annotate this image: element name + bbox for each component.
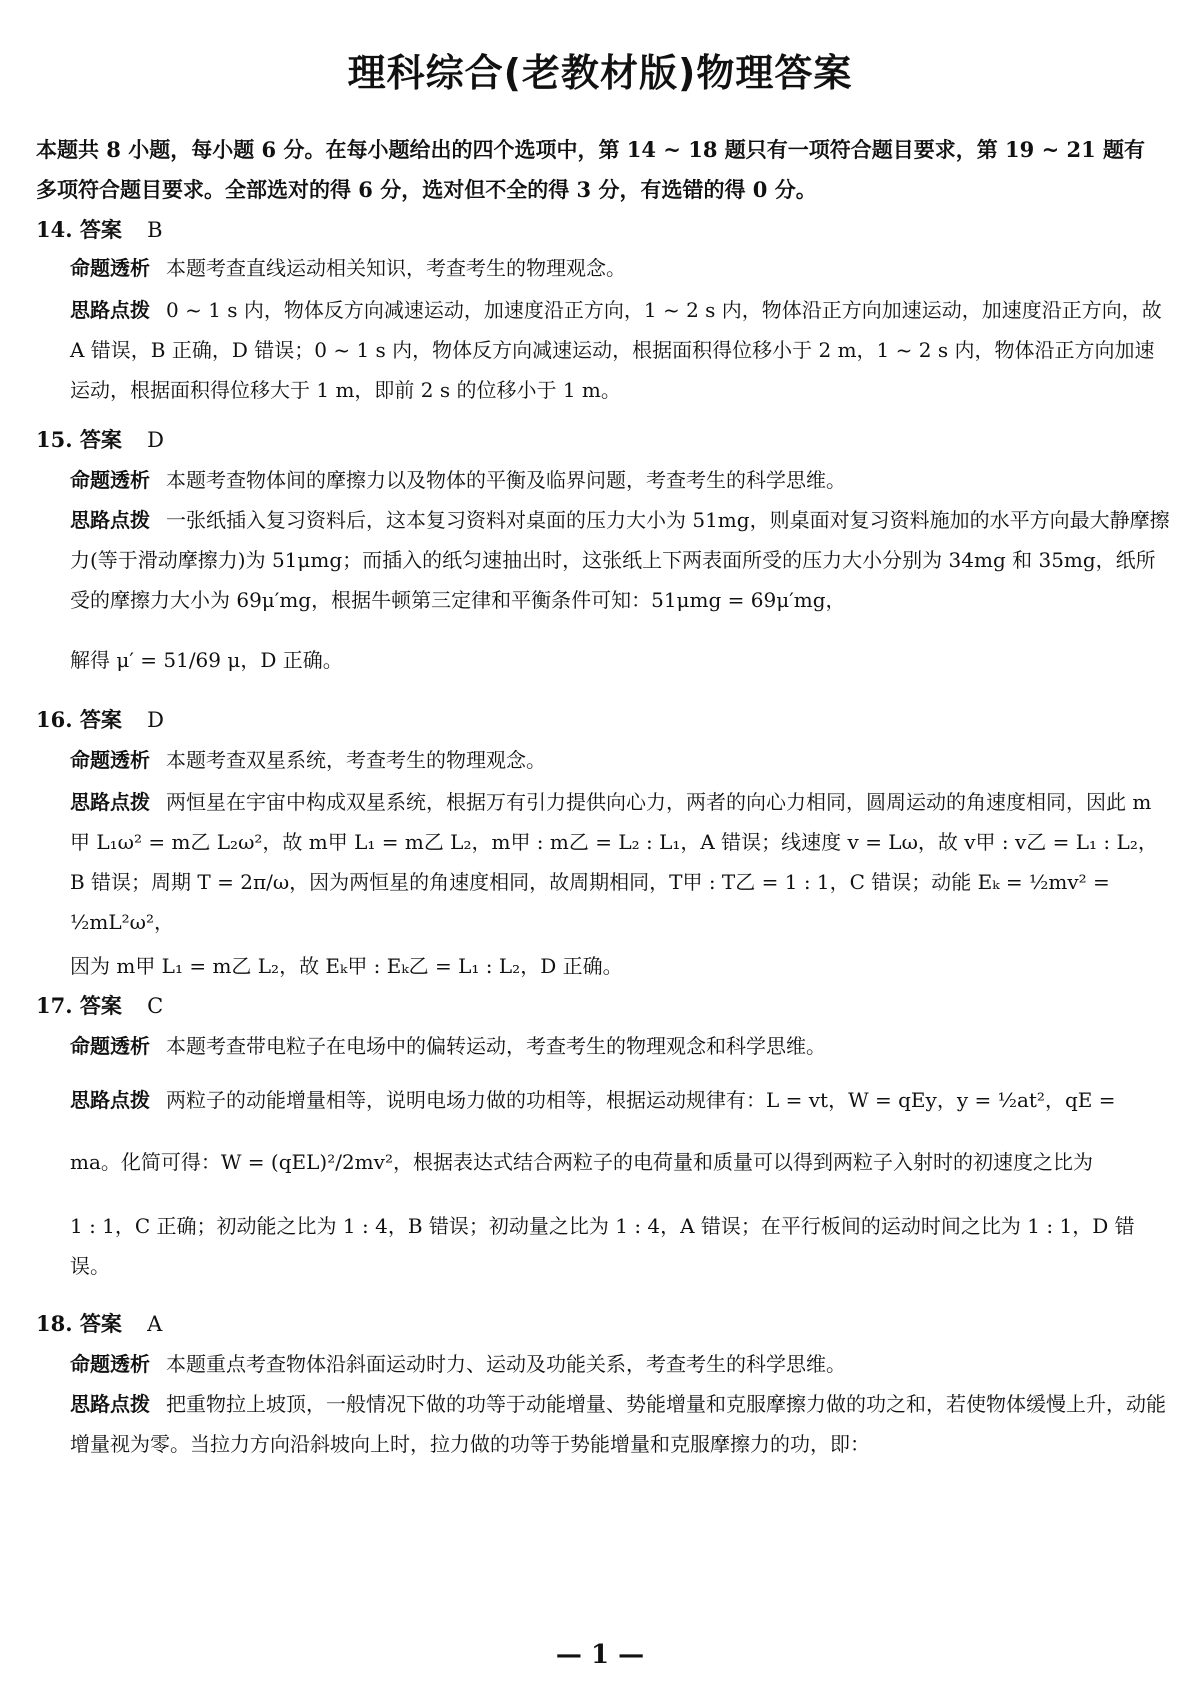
question-16-solution-end: 因为 m甲 L₁ = m乙 L₂，故 Eₖ甲 : Eₖ乙 = L₁ : L₂，D 正确。 <box>70 954 623 978</box>
answer-value: D <box>147 428 165 452</box>
question-15-solution <box>70 500 1170 620</box>
solution-label: 思路点拨 <box>70 1088 150 1112</box>
analysis-text: 本题考查物体间的摩擦力以及物体的平衡及临界问题，考查考生的科学思维。 <box>166 468 846 492</box>
analysis-label: 命题透析 <box>70 468 150 492</box>
intro-paragraph: 本题共 8 小题，每小题 6 分。在每小题给出的四个选项中，第 14 ~ 18 题只有一项符合题目要求，第 19 ~ 21 题有多项符合题目要求。全部选对的得 6 分，选对但不全的得 3 分，有选错的得 0 分。 <box>36 137 1146 202</box>
analysis-label: 命题透析 <box>70 1034 150 1058</box>
question-17-solution-2: ma。化简可得：W = (qEL)²/2mv²，根据表达式结合两粒子的电荷量和质量可以得到两粒子入射时的初速度之比为 <box>70 1150 1093 1174</box>
question-15-solution-end: 解得 μ′ = 51/69 μ，D 正确。 <box>70 648 343 672</box>
solution-label: 思路点拨 <box>70 790 150 814</box>
answer-label: 答案 <box>79 217 122 242</box>
question-number: 14. <box>36 217 73 242</box>
analysis-label: 命题透析 <box>70 1352 150 1376</box>
question-14-solution <box>70 290 1170 410</box>
answer-label: 答案 <box>79 427 122 452</box>
question-14-header <box>36 214 163 244</box>
question-16-solution <box>70 782 1170 942</box>
answer-value: A <box>147 1312 163 1336</box>
question-15-analysis <box>70 460 1170 500</box>
answer-value: C <box>147 994 164 1018</box>
answer-label: 答案 <box>79 1311 122 1336</box>
solution-label: 思路点拨 <box>70 1392 150 1416</box>
solution-text: 一张纸插入复习资料后，这本复习资料对桌面的压力大小为 51mg，则桌面对复习资料施加的水平方向最大静摩擦力(等于滑动摩擦力)为 51μmg；而插入的纸匀速抽出时，这张纸上下两表面所受的压力大小分别为 34mg 和 35mg，纸所受的摩擦力大小为 69μ′mg，根据牛顿第三定律和平衡条件可知：51μmg = 69μ′mg， <box>70 508 1170 612</box>
solution-label: 思路点拨 <box>70 508 150 532</box>
question-17-solution <box>70 1080 1170 1120</box>
analysis-text: 本题考查带电粒子在电场中的偏转运动，考查考生的物理观念和科学思维。 <box>166 1034 826 1058</box>
answer-label: 答案 <box>79 993 122 1018</box>
question-number: 15. <box>36 427 73 452</box>
solution-label: 思路点拨 <box>70 298 150 322</box>
solution-text: 两恒星在宇宙中构成双星系统，根据万有引力提供向心力，两者的向心力相同，圆周运动的角速度相同，因此 m甲 L₁ω² = m乙 L₂ω²，故 m甲 L₁ = m乙 L₂，m甲 : m乙 = L₂ : L₁，A 错误；线速度 v = Lω，故 v甲 : v乙 = L₁ : L₂，B 错误；周期 T = 2π/ω，因为两恒星的角速度相同，故周期相同，T甲 : T乙 = 1 : 1，C 错误；动能 Eₖ = ½mv² = ½mL²ω²， <box>70 790 1158 934</box>
question-18-solution <box>70 1384 1170 1464</box>
question-18-header <box>36 1308 162 1338</box>
analysis-text: 本题考查双星系统，考查考生的物理观念。 <box>166 748 546 772</box>
question-number: 16. <box>36 707 73 732</box>
analysis-text: 本题考查直线运动相关知识，考查考生的物理观念。 <box>166 256 626 280</box>
question-17-header <box>36 990 163 1020</box>
analysis-text: 本题重点考查物体沿斜面运动时力、运动及功能关系，考查考生的科学思维。 <box>166 1352 846 1376</box>
solution-text: 两粒子的动能增量相等，说明电场力做的功相等，根据运动规律有：L = vt，W = qEy，y = ½at²，qE = <box>166 1088 1116 1112</box>
solution-text: 把重物拉上坡顶，一般情况下做的功等于动能增量、势能增量和克服摩擦力做的功之和，若使物体缓慢上升，动能增量视为零。当拉力方向沿斜坡向上时，拉力做的功等于势能增量和克服摩擦力的功，即： <box>70 1392 1166 1456</box>
question-number: 18. <box>36 1311 73 1336</box>
page-title: 理科综合(老教材版)物理答案 <box>347 51 853 95</box>
analysis-label: 命题透析 <box>70 256 150 280</box>
answer-value: D <box>147 708 165 732</box>
analysis-label: 命题透析 <box>70 748 150 772</box>
question-number: 17. <box>36 993 73 1018</box>
question-14-analysis <box>70 248 1170 288</box>
question-17-solution-end: 1 : 1，C 正确；初动能之比为 1 : 4，B 错误；初动量之比为 1 : 4，A 错误；在平行板间的运动时间之比为 1 : 1，D 错误。 <box>70 1214 1135 1278</box>
question-15-header <box>36 424 164 454</box>
question-17-analysis <box>70 1026 1170 1066</box>
question-16-analysis <box>70 740 1170 780</box>
answer-label: 答案 <box>79 707 122 732</box>
question-16-header <box>36 704 164 734</box>
page-number: — 1 — <box>555 1640 645 1670</box>
solution-text: 0 ~ 1 s 内，物体反方向减速运动，加速度沿正方向，1 ~ 2 s 内，物体沿正方向加速运动，加速度沿正方向，故 A 错误，B 正确，D 错误；0 ~ 1 s 内，物体反方向减速运动，根据面积得位移小于 2 m，1 ~ 2 s 内，物体沿正方向加速运动，根据面积得位移大于 1 m，即前 2 s 的位移小于 1 m。 <box>70 298 1162 402</box>
answer-value: B <box>147 218 163 242</box>
question-18-analysis <box>70 1344 1170 1384</box>
